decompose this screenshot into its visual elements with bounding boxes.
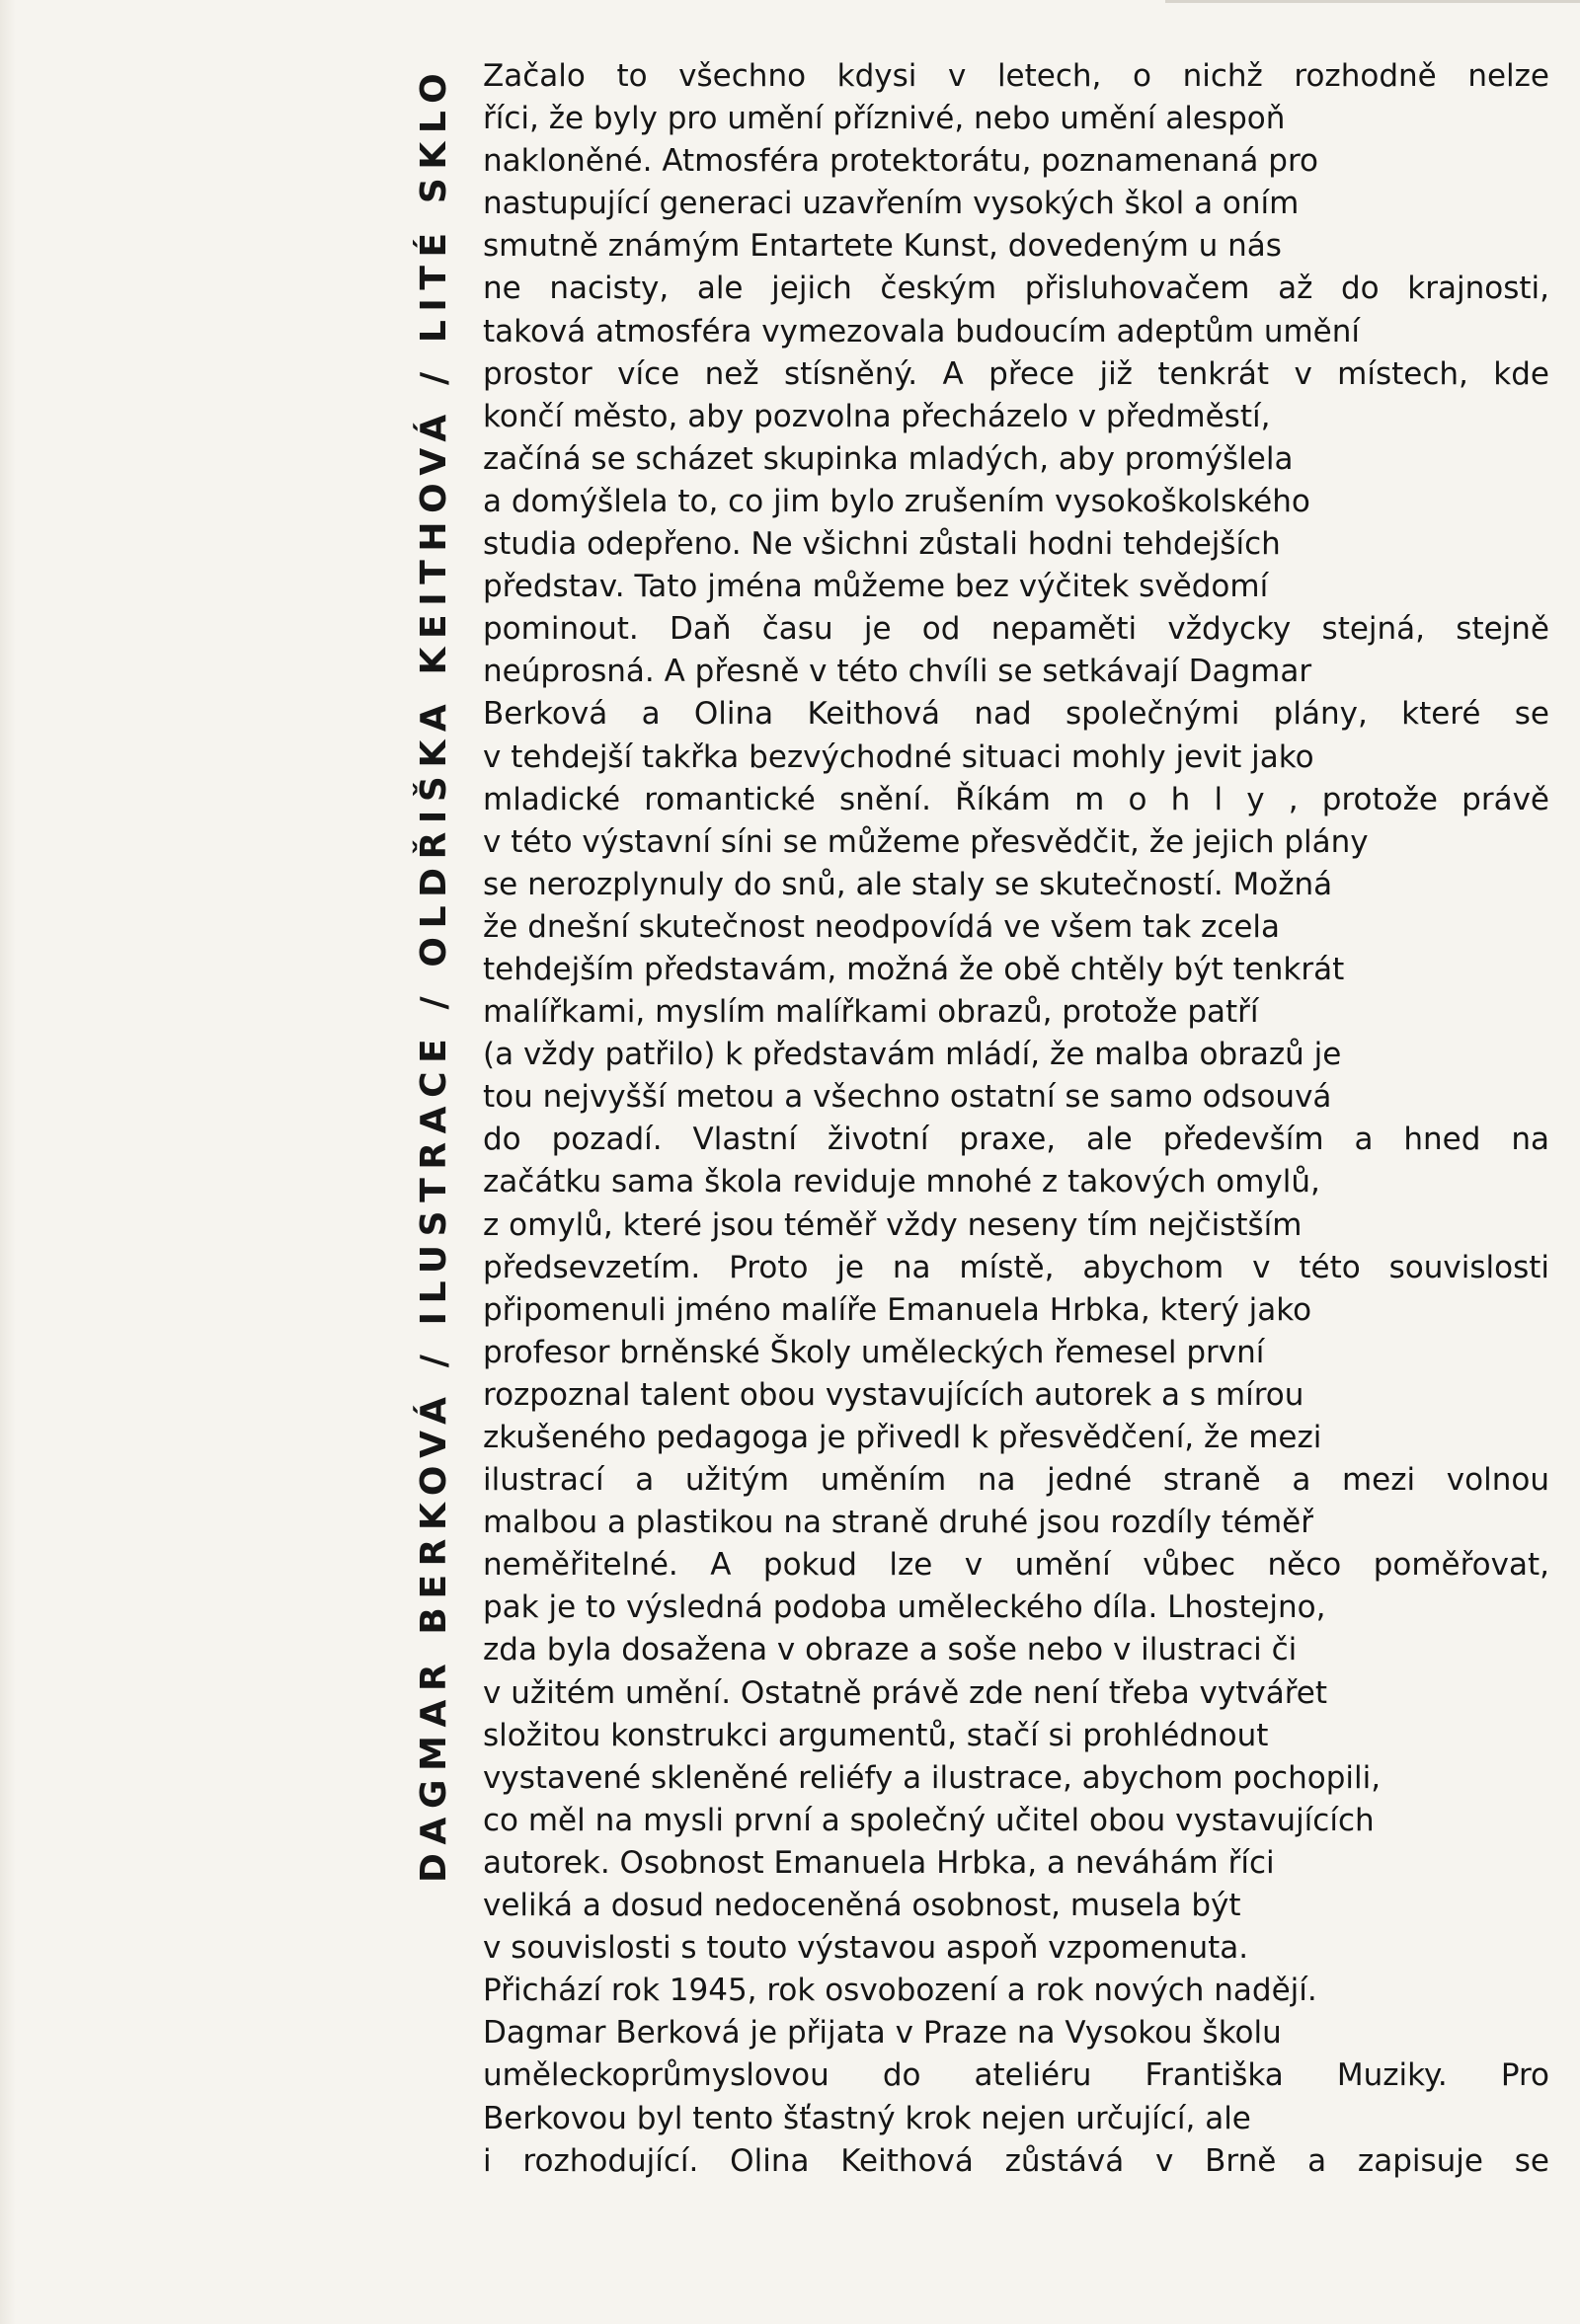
- text-line: Začalo to všechno kdysi v letech, o nichž rozhodně nelze: [483, 58, 1549, 94]
- text-line: pominout. Daň času je od nepaměti vždycky stejná, stejně: [483, 611, 1549, 648]
- text-line: nastupující generaci uzavřením vysokých škol a oním: [483, 186, 1300, 222]
- text-line: v souvislosti s touto výstavou aspoň vzpomenuta.: [483, 1930, 1249, 1967]
- text-line: studia odepřeno. Ne všichni zůstali hodni tehdejších: [483, 526, 1281, 563]
- text-line: začátku sama škola reviduje mnohé z takových omylů,: [483, 1164, 1320, 1201]
- text-line: veliká a dosud nedoceněná osobnost, musela být: [483, 1888, 1241, 1924]
- text-line: připomenuli jméno malíře Emanuela Hrbka, který jako: [483, 1291, 1312, 1328]
- text-line: profesor brněnské Školy uměleckých řemesel první: [483, 1334, 1265, 1370]
- text-line: malbou a plastikou na straně druhé jsou rozdíly téměř: [483, 1505, 1313, 1541]
- text-line: neúprosná. A přesně v této chvíli se setkávají Dagmar: [483, 654, 1312, 690]
- text-line: co měl na mysli první a společný učitel obou vystavujících: [483, 1802, 1375, 1838]
- text-line: prostor více než stísněný. A přece již tenkrát v místech, kde: [483, 355, 1549, 392]
- text-line: vystavené skleněné reliéfy a ilustrace, abychom pochopili,: [483, 1759, 1382, 1796]
- text-line: v této výstavní síni se můžeme přesvědčit, že jejich plány: [483, 823, 1369, 860]
- text-line: nakloněné. Atmosféra protektorátu, poznamenaná pro: [483, 143, 1318, 180]
- text-line: pak je to výsledná podoba uměleckého díla. Lhostejno,: [483, 1589, 1326, 1626]
- text-line: předsevzetím. Proto je na místě, abychom v této souvislosti: [483, 1249, 1549, 1285]
- text-line: Dagmar Berková je přijata v Praze na Vysokou školu: [483, 2015, 1282, 2052]
- page-top-edge: [1165, 0, 1580, 3]
- text-line: taková atmosféra vymezovala budoucím adeptům umění: [483, 313, 1360, 349]
- text-line: zkušeného pedagoga je přivedl k přesvědčení, že mezi: [483, 1420, 1322, 1455]
- text-line: tou nejvyšší metou a všechno ostatní se samo odsouvá: [483, 1079, 1332, 1116]
- text-line: i rozhodující. Olina Keithová zůstává v Brně a zapisuje se: [483, 2142, 1549, 2179]
- text-line: z omylů, které jsou téměř vždy neseny tím nejčistším: [483, 1206, 1303, 1243]
- text-line: smutně známým Entartete Kunst, dovedeným u nás: [483, 228, 1282, 265]
- text-line: malířkami, myslím malířkami obrazů, protože patří: [483, 994, 1259, 1031]
- body-text: [483, 55, 1549, 2183]
- text-line: do pozadí. Vlastní životní praxe, ale především a hned na: [483, 1122, 1549, 1158]
- vertical-title: DAGMAR BERKOVÁ / ILUSTRACE / OLDŘIŠKA KEITHOVÁ / LITÉ SKLO: [414, 64, 454, 1883]
- text-line: tehdejším představám, možná že obě chtěly být tenkrát: [483, 951, 1345, 987]
- text-line: že dnešní skutečnost neodpovídá ve všem tak zcela: [483, 908, 1281, 945]
- text-line: a domýšlela to, co jim bylo zrušením vysokoškolského: [483, 483, 1310, 519]
- text-line: autorek. Osobnost Emanuela Hrbka, a neváhám říci: [483, 1844, 1275, 1881]
- text-line: Berková a Olina Keithová nad společnými plány, které se: [483, 696, 1549, 733]
- text-line: uměleckoprůmyslovou do ateliéru Františka Muziky. Pro: [483, 2057, 1549, 2094]
- text-line: ne nacisty, ale jejich českým přisluhovačem až do krajnosti,: [483, 271, 1549, 307]
- text-line: říci, že byly pro umění příznivé, nebo umění alespoň: [483, 101, 1286, 137]
- page-binding-shadow: [0, 0, 16, 2324]
- text-line: neměřitelné. A pokud lze v umění vůbec něco poměřovat,: [483, 1547, 1549, 1584]
- text-line: začíná se scházet skupinka mladých, aby promýšlela: [483, 440, 1294, 477]
- text-line: v tehdejší takřka bezvýchodné situaci mohly jevit jako: [483, 738, 1314, 775]
- text-line: ilustrací a užitým uměním na jedné straně a mezi volnou: [483, 1462, 1549, 1499]
- text-line: složitou konstrukci argumentů, stačí si prohlédnout: [483, 1717, 1269, 1753]
- text-line: Přichází rok 1945, rok osvobození a rok nových nadějí.: [483, 1973, 1317, 2009]
- text-line: mladické romantické snění. Říkám m o h l y , protože právě: [483, 781, 1549, 817]
- text-line: končí město, aby pozvolna přecházelo v předměstí,: [483, 398, 1271, 434]
- text-line: v užitém umění. Ostatně právě zde není třeba vytvářet: [483, 1674, 1328, 1711]
- text-line: rozpoznal talent obou vystavujících autorek a s mírou: [483, 1376, 1304, 1413]
- text-line: zda byla dosažena v obraze a soše nebo v ilustraci či: [483, 1632, 1298, 1668]
- text-line: (a vždy patřilo) k představám mládí, že malba obrazů je: [483, 1037, 1342, 1073]
- text-line: se nerozplynuly do snů, ale staly se skutečností. Možná: [483, 866, 1333, 902]
- text-line: Berkovou byl tento šťastný krok nejen určující, ale: [483, 2100, 1251, 2136]
- text-line: představ. Tato jména můžeme bez výčitek svědomí: [483, 569, 1269, 605]
